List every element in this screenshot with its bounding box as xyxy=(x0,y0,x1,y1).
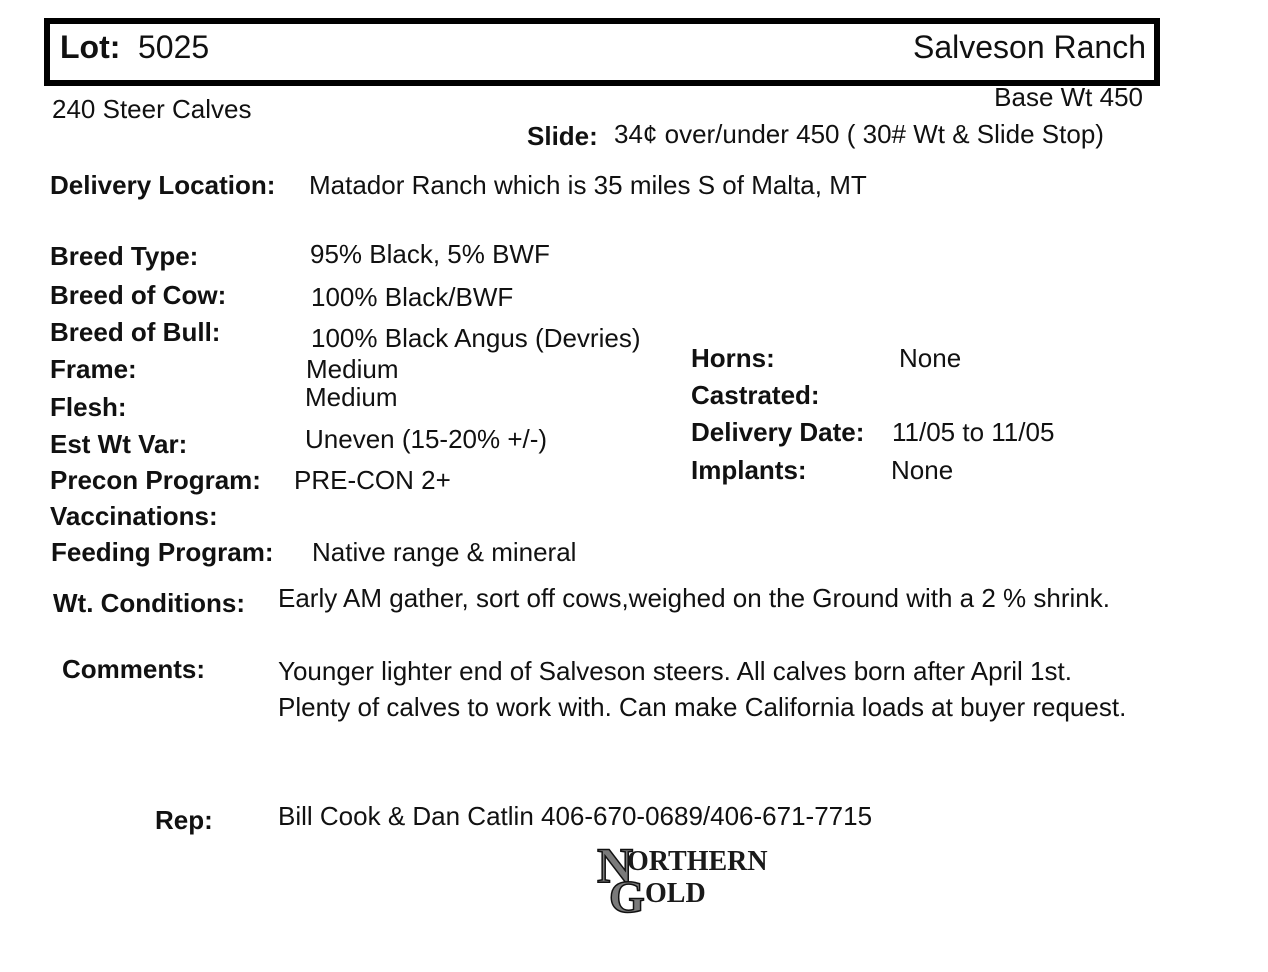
comments-line-1: Younger lighter end of Salveson steers. All calves born after April 1st. xyxy=(278,656,1072,686)
wt-conditions-value: Early AM gather, sort off cows,weighed on the Ground with a 2 % shrink. xyxy=(278,583,1110,613)
est-wt-var-label: Est Wt Var: xyxy=(50,429,188,459)
ranch-name: Salveson Ranch xyxy=(912,29,1146,65)
precon-program-value: PRE-CON 2+ xyxy=(294,465,451,495)
delivery-location-label: Delivery Location: xyxy=(50,170,276,200)
rep-value: Bill Cook & Dan Catlin 406-670-0689/406-671-7715 xyxy=(278,801,873,831)
head-description: 240 Steer Calves xyxy=(52,94,252,124)
implants-value: None xyxy=(891,455,954,485)
logo-word-gold: OLD xyxy=(645,878,706,909)
slide-label: Slide: xyxy=(527,121,598,151)
frame-label: Frame: xyxy=(50,354,137,384)
logo-letter-n: N xyxy=(597,840,634,893)
comments-line-2: Plenty of calves to work with. Can make California loads at buyer request. xyxy=(278,692,1127,722)
northern-gold-logo xyxy=(595,840,795,918)
vaccinations-label: Vaccinations: xyxy=(50,501,218,531)
precon-program-label: Precon Program: xyxy=(50,465,261,495)
breed-of-bull-label: Breed of Bull: xyxy=(50,317,221,347)
est-wt-var-value: Uneven (15-20% +/-) xyxy=(305,424,548,454)
slide-value: 34¢ over/under 450 ( 30# Wt & Slide Stop) xyxy=(614,119,1104,149)
rep-label: Rep: xyxy=(155,805,213,835)
logo-letter-g: G xyxy=(609,871,645,918)
frame-value: Medium xyxy=(306,354,399,384)
breed-of-bull-value: 100% Black Angus (Devries) xyxy=(311,323,641,353)
comments-label: Comments: xyxy=(62,654,206,684)
flesh-label: Flesh: xyxy=(50,392,127,422)
lot-number: 5025 xyxy=(138,29,210,65)
wt-conditions-label: Wt. Conditions: xyxy=(53,588,246,618)
delivery-date-label: Delivery Date: xyxy=(691,417,865,447)
lot-label: Lot: xyxy=(60,29,121,65)
breed-type-value: 95% Black, 5% BWF xyxy=(310,239,550,269)
castrated-label: Castrated: xyxy=(691,380,820,410)
base-weight: Base Wt 450 xyxy=(994,82,1143,112)
flesh-value: Medium xyxy=(305,382,398,412)
logo-word-northern: ORTHERN xyxy=(627,846,768,877)
breed-of-cow-label: Breed of Cow: xyxy=(50,280,227,310)
feeding-program-label: Feeding Program: xyxy=(51,537,274,567)
horns-value: None xyxy=(899,343,962,373)
horns-label: Horns: xyxy=(691,343,775,373)
implants-label: Implants: xyxy=(691,455,807,485)
delivery-location-value: Matador Ranch which is 35 miles S of Malta, MT xyxy=(309,170,867,200)
breed-of-cow-value: 100% Black/BWF xyxy=(311,282,514,312)
breed-type-label: Breed Type: xyxy=(50,241,199,271)
delivery-date-value: 11/05 to 11/05 xyxy=(892,417,1055,447)
feeding-program-value: Native range & mineral xyxy=(312,537,577,567)
